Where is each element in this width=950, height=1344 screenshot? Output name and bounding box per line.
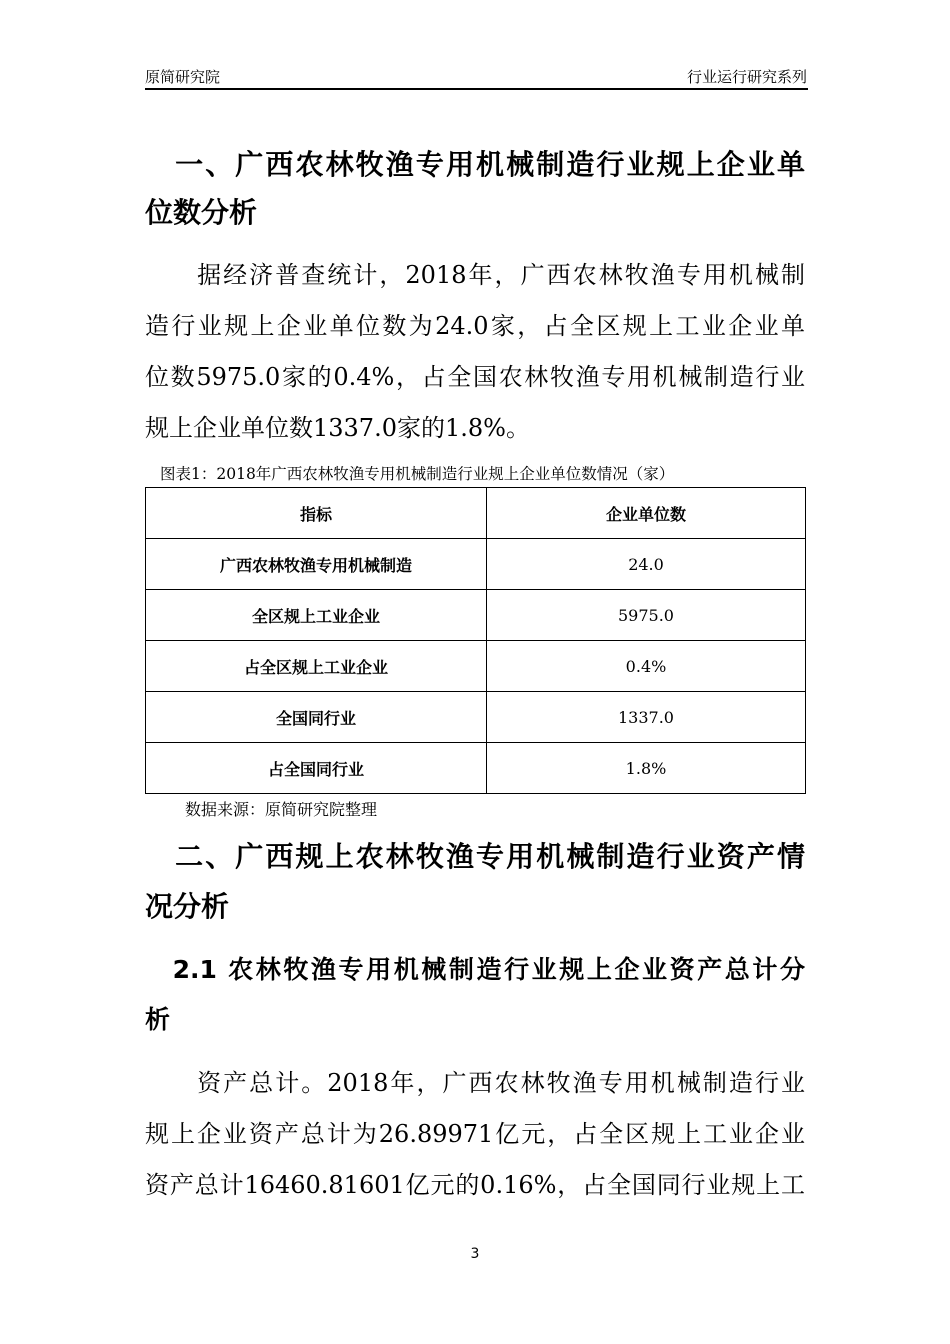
- unit-count-table: [145, 487, 806, 794]
- section1-title-line: 位数分析: [145, 196, 258, 229]
- section2-title-line: 况分析: [145, 890, 230, 923]
- para2-line: 资产总计16460.81601亿元的0.16%，占全国同行业规上工: [145, 1171, 805, 1199]
- table-caption: 图表1：2018年广西农林牧渔专用机械制造行业规上企业单位数情况（家）: [160, 465, 675, 483]
- table-row: [146, 539, 806, 590]
- header-rule: [145, 88, 808, 90]
- row-label: 全国同行业: [146, 692, 487, 743]
- row-label: 广西农林牧渔专用机械制造: [146, 539, 487, 590]
- section2-title-line: 二、广西规上农林牧渔专用机械制造行业资产情: [145, 840, 805, 873]
- table-row: [146, 590, 806, 641]
- page-number: 3: [470, 1246, 480, 1262]
- row-value: 0.4%: [487, 641, 806, 692]
- row-label: 占全区规上工业企业: [146, 641, 487, 692]
- para1-line: 规上企业单位数1337.0家的1.8%。: [145, 414, 530, 442]
- para1-line: 据经济普查统计，2018年，广西农林牧渔专用机械制: [145, 261, 805, 289]
- section1-title-line: 一、广西农林牧渔专用机械制造行业规上企业单: [145, 148, 805, 181]
- para2-line: 规上企业资产总计为26.89971亿元，占全区规上工业企业: [145, 1120, 805, 1148]
- header-right: 行业运行研究系列: [686, 68, 807, 86]
- para1-line: 造行业规上企业单位数为24.0家，占全区规上工业企业单: [145, 312, 805, 340]
- row-label: 全区规上工业企业: [146, 590, 487, 641]
- row-value: 24.0: [487, 539, 806, 590]
- para2-line: 资产总计。2018年，广西农林牧渔专用机械制造行业: [145, 1069, 805, 1097]
- header-unit-count: 企业单位数: [487, 488, 806, 539]
- table-source: 数据来源：原简研究院整理: [185, 800, 378, 819]
- section2-1-title-line: 2.1 农林牧渔专用机械制造行业规上企业资产总计分: [145, 955, 805, 984]
- header-indicator: 指标: [146, 488, 487, 539]
- para1-line: 位数5975.0家的0.4%，占全国农林牧渔专用机械制造行业: [145, 363, 805, 391]
- header-left: 原简研究院: [145, 68, 221, 86]
- table-header-row: [146, 488, 806, 539]
- row-value: 5975.0: [487, 590, 806, 641]
- table-row: [146, 641, 806, 692]
- row-value: 1.8%: [487, 743, 806, 794]
- row-value: 1337.0: [487, 692, 806, 743]
- section2-1-title-line: 析: [145, 1005, 171, 1034]
- table-row: [146, 743, 806, 794]
- row-label: 占全国同行业: [146, 743, 487, 794]
- table-row: [146, 692, 806, 743]
